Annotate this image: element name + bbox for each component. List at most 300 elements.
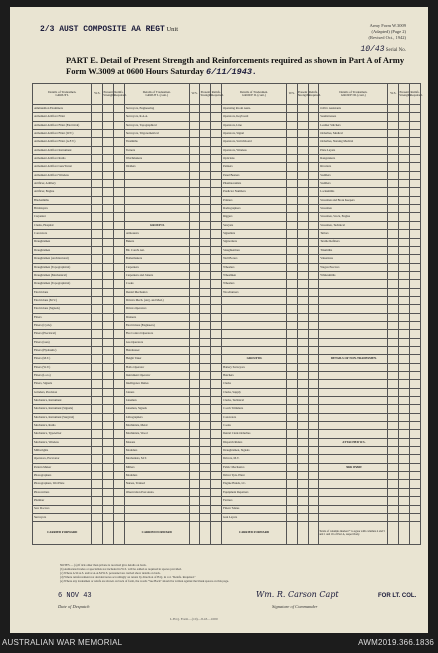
trade-name	[319, 413, 388, 421]
trade-name: Boilermakers	[124, 255, 189, 263]
ws-cell	[286, 447, 297, 455]
table-row	[33, 422, 421, 430]
table-row	[33, 221, 421, 229]
present-cell	[399, 121, 410, 129]
present-cell	[297, 380, 308, 388]
present-cell	[399, 422, 410, 430]
reinf-cell	[410, 105, 421, 113]
trade-name: Electricians (M.V.)	[33, 296, 92, 304]
ws-cell	[388, 130, 399, 138]
reinf-cell	[308, 422, 319, 430]
trade-name: Ammunition Examiners	[33, 105, 92, 113]
attached-ws-heading: ATTACHED W.S.	[319, 438, 388, 446]
table-row	[33, 213, 421, 221]
reinf-cell	[308, 330, 319, 338]
reinf-cell	[114, 430, 125, 438]
reinf-cell	[114, 155, 125, 163]
present-cell	[399, 246, 410, 254]
col-details-3: Details of Tradesmen. GROUP II. (cont.)	[222, 84, 287, 105]
reinf-cell	[308, 472, 319, 480]
serial-handwritten: 10/43	[360, 45, 385, 54]
present-cell	[200, 346, 211, 354]
col-present-2: Present Strength.	[200, 84, 211, 105]
reinf-cell	[114, 180, 125, 188]
reinf-cell	[308, 463, 319, 471]
ws-cell	[189, 296, 200, 304]
present-cell	[200, 230, 211, 238]
trade-name	[124, 171, 189, 179]
trade-name: Driver-Operators	[124, 305, 189, 313]
trade-name: GROUP III.	[222, 355, 287, 363]
trade-name: Masons	[124, 438, 189, 446]
ws-cell	[388, 305, 399, 313]
trade-name: Butchers	[222, 372, 287, 380]
present-cell	[399, 438, 410, 446]
present-cell	[103, 130, 114, 138]
reinf-cell	[308, 180, 319, 188]
tradesmen-table	[32, 83, 421, 545]
trade-name: Drivers, M.T.	[222, 455, 287, 463]
form-title	[66, 55, 406, 78]
printer-imprint: L.H.Q. Form—(10)—8.43—1000	[170, 617, 218, 621]
table-row	[33, 180, 421, 188]
trade-name: Mechanics, Typewriter	[33, 430, 92, 438]
trade-name: Seamstresses	[319, 113, 388, 121]
reinf-cell	[410, 213, 421, 221]
ws-cell	[92, 321, 103, 329]
trade-name: Well Borers	[222, 255, 287, 263]
trade-name	[222, 305, 287, 313]
trade-name: Armament Artificer Fitter (Electrical)	[33, 121, 92, 129]
ws-cell	[92, 388, 103, 396]
ws-cell	[92, 447, 103, 455]
ws-cell	[189, 171, 200, 179]
ws-cell	[189, 472, 200, 480]
ws-cell	[92, 397, 103, 405]
present-cell	[399, 180, 410, 188]
ws-cell	[92, 246, 103, 254]
trade-name: Turners	[124, 146, 189, 154]
dispatch-date-label: Date of Despatch	[58, 604, 90, 609]
trade-name: Panel Beaters	[222, 171, 287, 179]
present-cell	[200, 121, 211, 129]
reinf-cell	[410, 388, 421, 396]
present-cell	[297, 480, 308, 488]
trade-name: Clerks	[222, 380, 287, 388]
ws-cell	[92, 138, 103, 146]
reinf-cell	[410, 472, 421, 480]
ws-cell	[286, 130, 297, 138]
present-cell	[399, 313, 410, 321]
trade-name: Locksmiths	[319, 188, 388, 196]
ws-cell	[286, 230, 297, 238]
present-cell	[200, 155, 211, 163]
trade-name: Saddlers	[319, 180, 388, 188]
reinf-cell	[410, 171, 421, 179]
trade-name: Tinsmiths	[319, 246, 388, 254]
ws-cell	[286, 288, 297, 296]
reinf-cell	[211, 288, 222, 296]
reinf-cell	[308, 205, 319, 213]
present-cell	[399, 513, 410, 521]
reinf-cell	[211, 171, 222, 179]
table-row	[33, 388, 421, 396]
ws-cell	[189, 138, 200, 146]
reinf-cell	[211, 271, 222, 279]
trade-name: Moulders	[124, 447, 189, 455]
present-cell	[103, 355, 114, 363]
ws-cell	[189, 105, 200, 113]
ws-cell	[388, 280, 399, 288]
ws-cell	[92, 488, 103, 496]
reinf-cell	[308, 255, 319, 263]
table-row	[33, 380, 421, 388]
ws-cell	[286, 213, 297, 221]
reinf-cell	[211, 113, 222, 121]
trade-name: Fitters	[33, 313, 92, 321]
reinf-cell	[410, 321, 421, 329]
reinf-cell	[308, 280, 319, 288]
trade-name: Signallers	[222, 230, 287, 238]
serial-label: Serial No.	[385, 48, 406, 53]
present-cell	[399, 113, 410, 121]
reinf-cell	[114, 280, 125, 288]
trade-name: Linemen, Signals	[124, 405, 189, 413]
trade-name: Drivers Mech. (Avg. and Med.)	[124, 296, 189, 304]
present-cell	[103, 113, 114, 121]
present-cell	[103, 497, 114, 505]
reinf-cell	[308, 246, 319, 254]
ws-cell	[286, 438, 297, 446]
reinf-cell	[114, 188, 125, 196]
present-cell	[399, 447, 410, 455]
present-cell	[297, 271, 308, 279]
ws-cell	[388, 480, 399, 488]
reinf-cell	[410, 513, 421, 521]
trade-name: Draughtsmen (Architectural)	[33, 255, 92, 263]
trade-name	[319, 422, 388, 430]
trade-name: Plate Layers	[319, 146, 388, 154]
present-cell	[200, 238, 211, 246]
ws-cell	[286, 397, 297, 405]
reinf-cell	[211, 246, 222, 254]
reinf-cell	[211, 155, 222, 163]
present-cell	[399, 355, 410, 363]
ws-cell	[286, 422, 297, 430]
trade-name	[319, 305, 388, 313]
present-cell	[103, 313, 114, 321]
trade-name: Orderlies, Nursing Medical	[319, 138, 388, 146]
ws-cell	[189, 155, 200, 163]
ws-cell	[388, 447, 399, 455]
ws-cell	[92, 497, 103, 505]
ws-cell	[286, 455, 297, 463]
ws-cell	[286, 221, 297, 229]
trade-name	[124, 497, 189, 505]
ws-cell	[92, 238, 103, 246]
ws-cell	[388, 180, 399, 188]
table-row	[33, 372, 421, 380]
trade-name: Photographers, Wet Plate	[33, 480, 92, 488]
ws-cell	[92, 263, 103, 271]
ws-cell	[286, 363, 297, 371]
trade-name: Surveyors, Trigonometrical	[124, 130, 189, 138]
ws-cell	[189, 221, 200, 229]
present-cell	[103, 438, 114, 446]
present-cell	[103, 171, 114, 179]
ws-cell	[388, 105, 399, 113]
table-row	[33, 472, 421, 480]
ws-cell	[189, 130, 200, 138]
present-cell	[399, 155, 410, 163]
reinf-cell	[114, 313, 125, 321]
reinf-cell	[211, 196, 222, 204]
trade-name: Storemen, Technical	[319, 221, 388, 229]
trade-name: Storemen	[319, 205, 388, 213]
ws-cell	[189, 505, 200, 513]
trade-name: Armourers	[124, 230, 189, 238]
trade-name: Observation Post Assts.	[124, 488, 189, 496]
reinf-cell	[410, 155, 421, 163]
table-row	[33, 480, 421, 488]
present-cell	[399, 363, 410, 371]
trade-name	[319, 330, 388, 338]
reinf-cell	[211, 355, 222, 363]
title-date: 6/11/1943.	[206, 67, 258, 77]
col-details-4: Details of Tradesmen. GROUP III. (cont.)	[319, 84, 388, 105]
ws-cell	[286, 305, 297, 313]
present-cell	[103, 255, 114, 263]
reinf-cell	[410, 463, 421, 471]
trade-name: Cooks	[222, 422, 287, 430]
reinf-cell	[114, 388, 125, 396]
present-cell	[103, 280, 114, 288]
trade-name: Operators, Excavator	[33, 455, 92, 463]
reinf-cell	[308, 113, 319, 121]
form-page	[10, 7, 428, 633]
present-cell	[200, 255, 211, 263]
ws-cell	[92, 413, 103, 421]
ws-cell	[388, 255, 399, 263]
reinf-cell	[308, 355, 319, 363]
present-cell	[399, 488, 410, 496]
reinf-cell	[114, 271, 125, 279]
table-body	[33, 105, 421, 522]
reinf-cell	[114, 130, 125, 138]
trade-name: Mechanics, Instrument	[33, 397, 92, 405]
table-row	[33, 505, 421, 513]
col-reinf-1: Reinfs. Required.	[114, 84, 125, 105]
carried-forward-1: CARRIED FORWARD	[33, 522, 92, 545]
ws-cell	[189, 280, 200, 288]
ws-cell	[189, 205, 200, 213]
table-row	[33, 338, 421, 346]
present-cell	[399, 213, 410, 221]
ws-cell	[388, 422, 399, 430]
serial-field	[360, 45, 406, 54]
trade-name: Electricians	[33, 288, 92, 296]
present-cell	[200, 363, 211, 371]
present-cell	[200, 338, 211, 346]
ws-cell	[189, 246, 200, 254]
notes-block	[60, 563, 420, 583]
present-cell	[103, 163, 114, 171]
present-cell	[297, 105, 308, 113]
title-text: Detail of Present Strength and Reinforcements required as shown in Part A of Army Form W.3009 at 0600 Hours Saturday	[66, 55, 405, 76]
ws-cell	[92, 155, 103, 163]
present-cell	[103, 188, 114, 196]
reinf-cell	[308, 296, 319, 304]
table-row	[33, 397, 421, 405]
ws-cell	[286, 196, 297, 204]
present-cell	[103, 330, 114, 338]
present-cell	[399, 330, 410, 338]
reinf-cell	[211, 213, 222, 221]
trade-name: Electricians (Engineers)	[124, 321, 189, 329]
reinf-cell	[410, 413, 421, 421]
ws-cell	[189, 121, 200, 129]
present-cell	[399, 413, 410, 421]
ws-cell	[388, 313, 399, 321]
ws-cell	[189, 346, 200, 354]
ws-cell	[286, 155, 297, 163]
ws-cell	[388, 363, 399, 371]
ws-cell	[189, 271, 200, 279]
trade-name: Gun Layers	[222, 513, 287, 521]
ws-cell	[388, 413, 399, 421]
ws-cell	[286, 296, 297, 304]
trade-name: Wheelers	[222, 280, 287, 288]
present-cell	[297, 263, 308, 271]
trade-name: Hollo Operator	[124, 363, 189, 371]
present-cell	[297, 221, 308, 229]
present-cell	[297, 363, 308, 371]
reinf-cell	[114, 346, 125, 354]
ws-cell	[286, 488, 297, 496]
unit-field	[40, 25, 178, 34]
ws-cell	[286, 146, 297, 154]
reinf-cell	[114, 163, 125, 171]
reinf-cell	[410, 488, 421, 496]
trade-name	[222, 321, 287, 329]
reinf-cell	[308, 488, 319, 496]
reinf-cell	[308, 388, 319, 396]
reinf-cell	[308, 505, 319, 513]
table-row	[33, 313, 421, 321]
reinf-cell	[114, 397, 125, 405]
reinf-cell	[211, 497, 222, 505]
trade-name: Engine Hands, I.C.	[222, 480, 287, 488]
ws-cell	[189, 213, 200, 221]
ws-cell	[388, 205, 399, 213]
present-cell	[200, 463, 211, 471]
reinf-cell	[114, 230, 125, 238]
ws-cell	[388, 271, 399, 279]
trade-name: Wheelmen	[222, 271, 287, 279]
reinf-cell	[114, 321, 125, 329]
table-row	[33, 363, 421, 371]
trade-name: Surveyors, Engineering	[124, 105, 189, 113]
present-cell	[103, 155, 114, 163]
trade-name: Draughtsmen, Signals	[222, 447, 287, 455]
reinf-cell	[211, 230, 222, 238]
present-cell	[103, 372, 114, 380]
trade-name: Storemen and Book Keepers	[319, 196, 388, 204]
title-prefix: PART E.	[66, 55, 98, 65]
trade-name: GROUP II.	[124, 221, 189, 229]
ws-cell	[189, 363, 200, 371]
present-cell	[200, 455, 211, 463]
ws-cell	[388, 430, 399, 438]
reinf-cell	[308, 430, 319, 438]
trade-name: Mechanics, Instrument (Signals)	[33, 405, 92, 413]
ws-cell	[286, 138, 297, 146]
reinf-cell	[114, 238, 125, 246]
present-cell	[103, 288, 114, 296]
ws-cell	[92, 188, 103, 196]
table-row	[33, 305, 421, 313]
ws-cell	[388, 505, 399, 513]
trade-name: Storemen, Stock, Engine	[319, 213, 388, 221]
col-reinf-2: Reinfs. Required.	[211, 84, 222, 105]
trade-name: Pharmaceutists	[222, 180, 287, 188]
reinf-cell	[410, 263, 421, 271]
dispatch-date: 6 NOV 43	[58, 592, 92, 600]
present-cell	[200, 313, 211, 321]
reinf-cell	[308, 346, 319, 354]
trade-name: Intelligence Duties	[124, 380, 189, 388]
ws-cell	[388, 513, 399, 521]
trade-name: Artificer, Artillery	[33, 180, 92, 188]
present-cell	[200, 380, 211, 388]
table-row	[33, 121, 421, 129]
reinf-cell	[114, 288, 125, 296]
present-cell	[297, 155, 308, 163]
ws-cell	[286, 413, 297, 421]
trade-name: Radiographers	[222, 205, 287, 213]
present-cell	[297, 288, 308, 296]
present-cell	[103, 405, 114, 413]
trade-name	[319, 455, 388, 463]
trade-name: Height Taker	[124, 355, 189, 363]
present-cell	[200, 221, 211, 229]
present-cell	[297, 505, 308, 513]
ws-cell	[388, 146, 399, 154]
ws-cell	[286, 238, 297, 246]
col-reinf-3: Reinfs. Required.	[308, 84, 319, 105]
reinf-cell	[211, 263, 222, 271]
present-cell	[103, 238, 114, 246]
reinf-cell	[211, 313, 222, 321]
present-cell	[399, 472, 410, 480]
reinf-cell	[211, 346, 222, 354]
trade-name: Saw Doctors	[33, 505, 92, 513]
ws-cell	[92, 230, 103, 238]
reinf-cell	[410, 271, 421, 279]
reinf-cell	[410, 238, 421, 246]
reinf-cell	[410, 230, 421, 238]
present-cell	[399, 205, 410, 213]
present-cell	[200, 497, 211, 505]
reinf-cell	[410, 405, 421, 413]
for-lt-col-stamp: FOR LT. COL.	[378, 593, 417, 599]
reinf-cell	[211, 180, 222, 188]
ws-cell	[92, 280, 103, 288]
ws-cell	[388, 321, 399, 329]
reinf-cell	[114, 305, 125, 313]
ws-cell	[92, 380, 103, 388]
present-cell	[103, 180, 114, 188]
